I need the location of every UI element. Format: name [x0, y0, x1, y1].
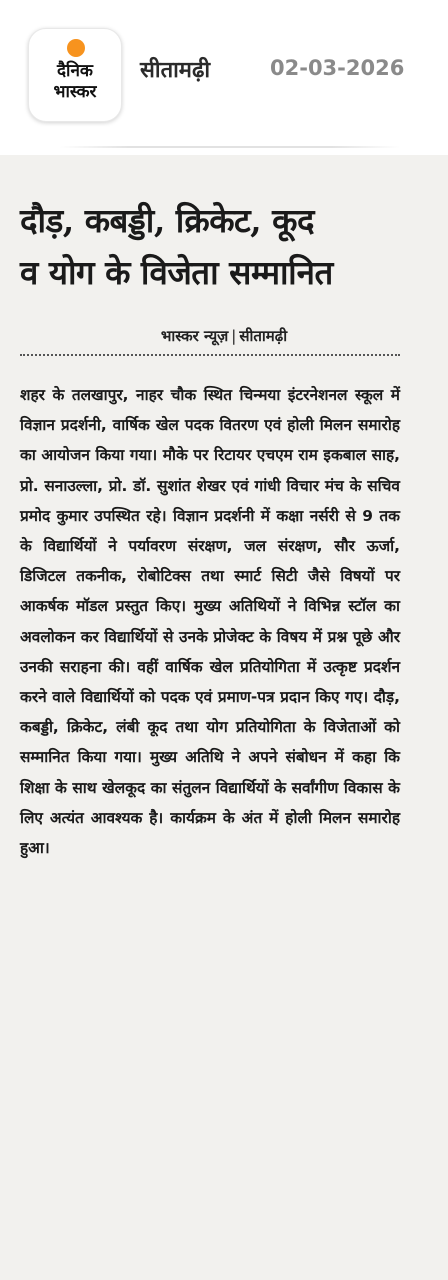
byline-source: भास्कर न्यूज़ [160, 327, 229, 345]
byline-city: सीतामढ़ी [239, 327, 288, 345]
dotted-divider [20, 354, 400, 356]
headline-line-1: दौड़, कबड्डी, क्रिकेट, कूद [20, 201, 315, 240]
logo-text-line1: दैनिक [57, 61, 93, 81]
app-header [0, 0, 448, 150]
sun-icon [67, 39, 85, 57]
article-headline [20, 195, 430, 299]
article-byline [0, 326, 448, 346]
edition-date: 02-03-2026 [270, 56, 405, 80]
edition-city: सीतामढ़ी [140, 58, 211, 83]
headline-line-2: व योग के विजेता सम्मानित [20, 253, 333, 292]
dainik-bhaskar-logo[interactable] [28, 28, 122, 122]
article-body: शहर के तलखापुर, नाहर चौक स्थित चिन्मया इंटरनेशनल स्कूल में विज्ञान प्रदर्शनी, वार्षिक खेल पदक वितरण एवं होली मिलन समारोह का आयोजन किया गया। मौके पर रिटायर एचएम राम इकबाल साह, प्रो. सनाउल्ला, प्रो. डॉ. सुशांत शेखर एवं गांधी विचार मंच के सचिव प्रमोद कुमार उपस्थित रहे। विज्ञान प्रदर्शनी में कक्षा नर्सरी से 9 तक के विद्यार्थियों ने पर्यावरण संरक्षण, जल संरक्षण, सौर ऊर्जा, डिजिटल तकनीक, रोबोटिक्स तथा स्मार्ट सिटी जैसे विषयों पर आकर्षक मॉडल प्रस्तुत किए। मुख्य अतिथियों ने विभिन्न स्टॉल का अवलोकन कर विद्यार्थियों से उनके प्रोजेक्ट के विषय में प्रश्न पूछे और उनकी सराहना की। वहीं वार्षिक खेल प्रतियोगिता में उत्कृष्ट प्रदर्शन करने वाले विद्यार्थियों को पदक एवं प्रमाण-पत्र प्रदान किए गए। दौड़, कबड्डी, क्रिकेट, लंबी कूद तथा योग प्रतियोगिता के विजेताओं को सम्मानित किया गया। मुख्य अतिथि ने अपने संबोधन में कहा कि शिक्षा के साथ खेलकूद का संतुलन विद्यार्थियों के सर्वांगीण विकास के लिए अत्यंत आवश्यक है। कार्यक्रम के अंत में होली मिलन समारोह हुआ। [20, 386, 400, 858]
byline-separator: | [231, 327, 237, 345]
scan-artifact-divider [60, 146, 400, 148]
logo-text-line2: भास्कर [53, 82, 97, 102]
